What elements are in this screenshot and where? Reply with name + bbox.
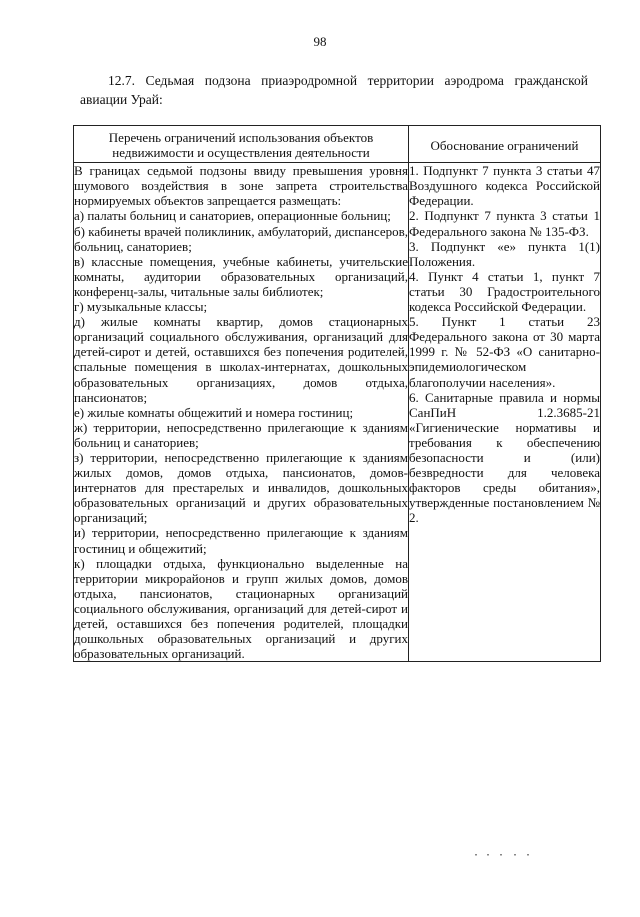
justification-item: 5. Пункт 1 статьи 23 Федерального закона от 30 марта 1999 г. № 52-ФЗ «О санитарно-эпидемиологическом благополучии населения».	[409, 314, 600, 390]
restriction-item-k: к) площадки отдыха, функционально выделенные на территории микрорайонов и групп жилых домов, домов отдыха, пансионатов, стационарных организаций социального обслуживания, организаций для детей-сирот и детей, оставшихся без попечения родителей, площадки дошкольных образовательных организаций и других образовательных организаций.	[74, 555, 408, 662]
justification-column-header: Обоснование ограничений	[409, 126, 601, 163]
restriction-item-a: а) палаты больниц и санаториев, операционные больниц;	[74, 208, 391, 224]
restriction-item-d: д) жилые комнаты квартир, домов стационарных организаций социального обслуживания, организаций для детей-сирот и детей, оставшихся без попечения родителей, спальные помещения в школах-интернатах, дошкольных образовательных организациях, домов отдыха, пансионатов;	[74, 314, 408, 405]
restrictions-cell	[74, 163, 409, 662]
table-row	[74, 163, 601, 662]
justification-item: 6. Санитарные правила и нормы СанПиН 1.2.3685-21 «Гигиенические нормативы и требования к обеспечению безопасности и (или) безвредности для человека факторов среды обитания», утвержденные постановлением № 2.	[409, 389, 600, 526]
restriction-item-e: е) жилые комнаты общежитий и номера гостиниц;	[74, 404, 354, 420]
table-header-row	[74, 126, 601, 163]
restriction-intro: В границах седьмой подзоны ввиду превышения уровня шумового воздействия в зоне запрета строительства нормируемых объектов запрещается размещать:	[74, 163, 408, 209]
justification-item: 4. Пункт 4 статьи 1, пункт 7 статьи 30 Градостроительного кодекса Российской Федерации.	[409, 268, 600, 315]
restriction-item-g: г) музыкальные классы;	[74, 299, 208, 315]
restrictions-column-header: Перечень ограничений использования объектов недвижимости и осуществления деятельности	[74, 126, 409, 163]
restriction-item-i: и) территории, непосредственно прилегающие к зданиям гостиниц и общежитий;	[74, 525, 408, 556]
justification-item: 3. Подпункт «е» пункта 1(1) Положения.	[409, 238, 600, 269]
scan-noise-marks	[473, 852, 533, 858]
justification-item: 2. Подпункт 7 пункта 3 статьи 1 Федерального закона № 135-ФЗ.	[409, 208, 600, 239]
page-number: 98	[313, 34, 327, 49]
justification-item: 1. Подпункт 7 пункта 3 статьи 47 Воздушного кодекса Российской Федерации.	[409, 163, 600, 209]
restriction-item-b: б) кабинеты врачей поликлиник, амбулаторий, диспансеров, больниц, санаториев;	[74, 223, 408, 254]
restrictions-table	[73, 125, 601, 662]
justifications-cell	[409, 163, 601, 662]
restriction-item-zh: ж) территории, непосредственно прилегающие к зданиям больниц и санаториев;	[74, 419, 408, 450]
restriction-item-v: в) классные помещения, учебные кабинеты, учительские комнаты, аудитории образовательных организаций, конференц-залы, читальные залы библиотек;	[74, 253, 408, 299]
restriction-item-z: з) территории, непосредственно прилегающие к зданиям жилых домов, домов отдыха, пансионатов, домов-интернатов для престарелых и инвалидов, дошкольных образовательных организаций и других образовательных организаций;	[74, 449, 408, 526]
section-heading: 12.7. Седьмая подзона приаэродромной территории аэродрома гражданской авиации Урай:	[80, 73, 588, 107]
